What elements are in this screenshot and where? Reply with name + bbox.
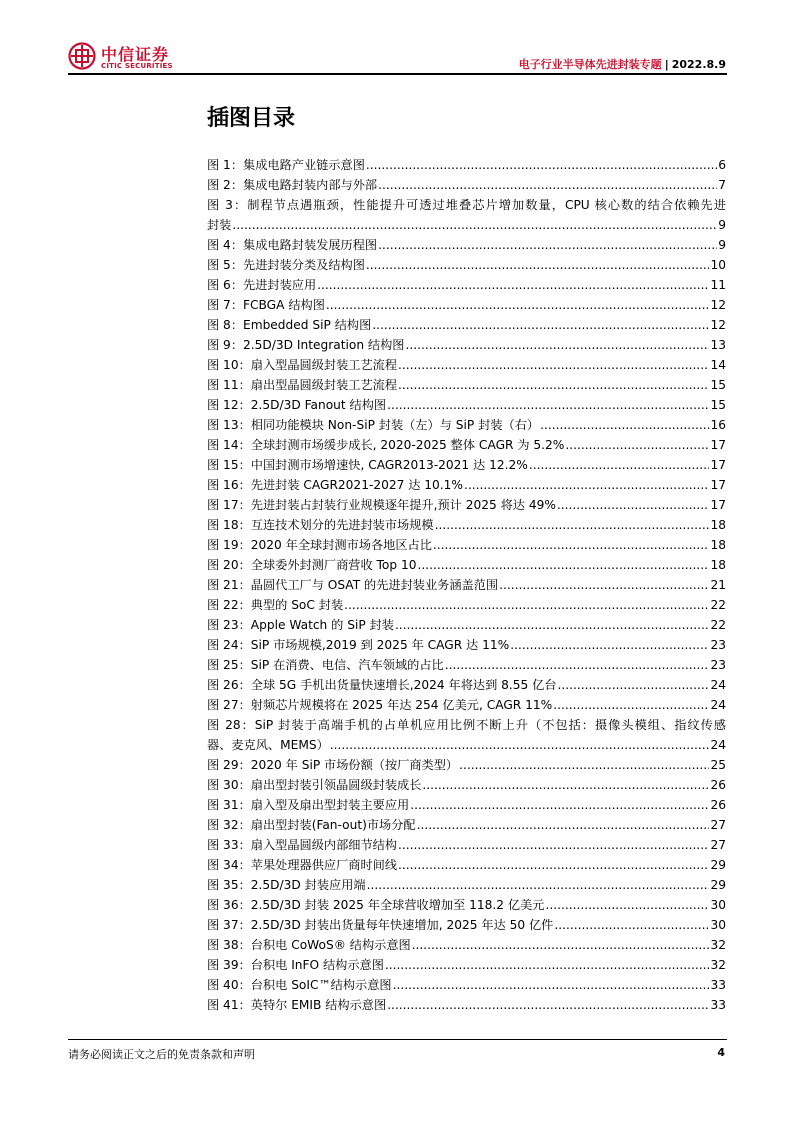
toc-entry-label-line2: 器、麦克风、MEMS） xyxy=(207,738,329,752)
toc-entry[interactable] xyxy=(207,935,726,955)
toc-entry-label: 图 40：台积电 SoIC™结构示意图 xyxy=(207,978,392,992)
toc-entry-label: 图 17：先进封装占封装行业规模逐年提升,预计 2025 将达 49% xyxy=(207,498,556,512)
toc-page-number: 14 xyxy=(710,358,726,372)
header-report-info xyxy=(519,56,726,72)
toc-entry-label: 图 23：Apple Watch 的 SiP 封装 xyxy=(207,618,394,632)
toc-entry[interactable] xyxy=(207,775,726,795)
toc-entry[interactable] xyxy=(207,235,726,255)
toc-leader-dots xyxy=(326,295,710,315)
toc-entry-label: 图 11：扇出型晶圆级封装工艺流程 xyxy=(207,378,398,392)
toc-entry[interactable] xyxy=(207,175,726,195)
toc-entry-label: 图 30：扇出型封装引领晶圆级封装成长 xyxy=(207,778,422,792)
toc-entry-label: 图 16：先进封装 CAGR2021-2027 达 10.1% xyxy=(207,478,464,492)
toc-entry-label: 图 13：相同功能模块 Non-SiP 封装（左）与 SiP 封装（右） xyxy=(207,418,540,432)
toc-leader-dots xyxy=(387,995,709,1015)
toc-page-number: 17 xyxy=(710,458,726,472)
toc-page-number: 10 xyxy=(710,258,726,272)
citic-logo xyxy=(68,42,178,72)
toc-page-number: 27 xyxy=(710,818,726,832)
toc-page-number: 24 xyxy=(710,698,726,712)
toc-entry[interactable] xyxy=(207,295,726,315)
toc-page-number: 18 xyxy=(710,558,726,572)
toc-entry-label: 图 35：2.5D/3D 封装应用端 xyxy=(207,878,366,892)
toc-entry[interactable] xyxy=(207,675,726,695)
toc-entry[interactable] xyxy=(207,695,726,715)
toc-page-number: 12 xyxy=(710,318,726,332)
toc-leader-dots xyxy=(410,795,709,815)
toc-leader-dots xyxy=(372,315,709,335)
toc-leader-dots xyxy=(554,915,709,935)
toc-entry-label: 图 19：2020 年全球封测市场各地区占比 xyxy=(207,538,432,552)
toc-entry[interactable] xyxy=(207,575,726,595)
toc-entry[interactable] xyxy=(207,715,726,755)
toc-entry-label: 图 36：2.5D/3D 封装 2025 年全球营收增加至 118.2 亿美元 xyxy=(207,898,545,912)
toc-entry-label: 图 34：苹果处理器供应厂商时间线 xyxy=(207,858,398,872)
toc-entry-label: 图 10：扇入型晶圆级封装工艺流程 xyxy=(207,358,398,372)
toc-leader-dots xyxy=(398,375,709,395)
toc-leader-dots xyxy=(417,555,709,575)
toc-entry-label: 图 20：全球委外封测厂商营收 Top 10 xyxy=(207,558,417,572)
toc-entry-label: 图 37：2.5D/3D 封装出货量每年快速增加, 2025 年达 50 亿件 xyxy=(207,918,554,932)
toc-page-number: 9 xyxy=(718,238,726,252)
toc-entry-label: 图 1：集成电路产业链示意图 xyxy=(207,158,365,172)
toc-entry[interactable] xyxy=(207,835,726,855)
toc-entry[interactable] xyxy=(207,655,726,675)
footer-divider xyxy=(68,1039,727,1040)
toc-page-number: 29 xyxy=(710,858,726,872)
toc-entry[interactable] xyxy=(207,975,726,995)
toc-page-number: 30 xyxy=(710,918,726,932)
toc-page-number: 32 xyxy=(710,958,726,972)
toc-entry[interactable] xyxy=(207,255,726,275)
toc-entry-label: 图 26：全球 5G 手机出货量快速增长,2024 年将达到 8.55 亿台 xyxy=(207,678,557,692)
toc-entry-label: 图 27：射频芯片规模将在 2025 年达 254 亿美元, CAGR 11% xyxy=(207,698,553,712)
logo-english-name: CITIC SECURITIES xyxy=(101,62,173,70)
toc-entry[interactable] xyxy=(207,455,726,475)
toc-leader-dots xyxy=(417,815,710,835)
toc-leader-dots xyxy=(317,275,709,295)
toc-entry[interactable] xyxy=(207,415,726,435)
toc-leader-dots xyxy=(553,695,709,715)
footer-page-number: 4 xyxy=(717,1046,725,1059)
toc-entry-label: 图 21：晶圆代工厂与 OSAT 的先进封装业务涵盖范围 xyxy=(207,578,499,592)
toc-entry[interactable] xyxy=(207,615,726,635)
toc-page-number: 33 xyxy=(710,978,726,992)
toc-entry-line2 xyxy=(207,735,726,755)
toc-entry-label: 图 7：FCBGA 结构图 xyxy=(207,298,325,312)
toc-entry-label: 图 9：2.5D/3D Integration 结构图 xyxy=(207,338,405,352)
figure-table-of-contents xyxy=(207,155,726,1015)
toc-entry[interactable] xyxy=(207,875,726,895)
toc-entry[interactable] xyxy=(207,395,726,415)
toc-leader-dots xyxy=(499,575,709,595)
toc-entry-label: 图 29：2020 年 SiP 市场份额（按厂商类型） xyxy=(207,758,459,772)
toc-entry[interactable] xyxy=(207,275,726,295)
toc-entry[interactable] xyxy=(207,595,726,615)
toc-leader-dots xyxy=(422,775,709,795)
report-date: 2022.8.9 xyxy=(671,58,726,71)
toc-entry-label: 图 18：互连技术划分的先进封装市场规模 xyxy=(207,518,434,532)
toc-page-number: 30 xyxy=(710,898,726,912)
toc-leader-dots xyxy=(366,155,717,175)
toc-leader-dots xyxy=(510,635,709,655)
toc-entry[interactable] xyxy=(207,155,726,175)
toc-leader-dots xyxy=(433,535,710,555)
footer-disclaimer: 请务必阅读正文之后的免责条款和声明 xyxy=(68,1048,255,1061)
toc-entry-label: 图 4：集成电路封装发展历程图 xyxy=(207,238,378,252)
toc-entry-label-line2: 封装 xyxy=(207,218,232,232)
page-header xyxy=(0,0,793,80)
toc-entry[interactable] xyxy=(207,335,726,355)
toc-entry[interactable] xyxy=(207,315,726,335)
header-separator: | xyxy=(664,58,669,71)
toc-entry-label: 图 6：先进封装应用 xyxy=(207,278,317,292)
header-divider xyxy=(68,73,727,75)
toc-leader-dots xyxy=(557,495,710,515)
toc-leader-dots xyxy=(344,595,709,615)
toc-entry-label-line1: 图 3：制程节点遇瓶颈，性能提升可透过堆叠芯片增加数量，CPU 核心数的结合依赖先进 xyxy=(207,198,726,212)
report-title: 电子行业半导体先进封装专题 xyxy=(518,58,662,71)
logo-chinese-name: 中信证券 xyxy=(101,45,170,64)
toc-leader-dots xyxy=(398,855,709,875)
toc-page-number: 17 xyxy=(710,478,726,492)
toc-leader-dots xyxy=(395,615,710,635)
toc-entry-label: 图 12：2.5D/3D Fanout 结构图 xyxy=(207,398,387,412)
toc-leader-dots xyxy=(387,395,709,415)
toc-page-number: 18 xyxy=(710,538,726,552)
toc-entry-label: 图 5：先进封装分类及结构图 xyxy=(207,258,365,272)
toc-entry-label: 图 14：全球封测市场缓步成长, 2020-2025 整体 CAGR 为 5.2% xyxy=(207,438,565,452)
toc-entry-label-line1: 图 28：SiP 封装于高端手机的占单机应用比例不断上升（不包括：摄像头模组、指纹传感 xyxy=(207,718,726,732)
citic-logo-icon xyxy=(68,42,96,70)
toc-leader-dots xyxy=(330,735,710,755)
toc-entry[interactable] xyxy=(207,375,726,395)
toc-entry-label: 图 38：台积电 CoWoS® 结构示意图 xyxy=(207,938,411,952)
toc-entry-label: 图 33：扇入型晶圆级内部细节结构 xyxy=(207,838,398,852)
toc-entry[interactable] xyxy=(207,355,726,375)
toc-leader-dots xyxy=(366,255,710,275)
toc-entry[interactable] xyxy=(207,195,726,235)
toc-entry[interactable] xyxy=(207,535,726,555)
toc-entry-label: 图 39：台积电 InFO 结构示意图 xyxy=(207,958,384,972)
toc-page-number: 23 xyxy=(710,658,726,672)
toc-page-number: 24 xyxy=(710,738,726,752)
toc-entry-label: 图 32：扇出型封装(Fan-out)市场分配 xyxy=(207,818,416,832)
toc-entry[interactable] xyxy=(207,495,726,515)
toc-page-number: 25 xyxy=(710,758,726,772)
toc-page-number: 6 xyxy=(718,158,726,172)
toc-page-number: 29 xyxy=(710,878,726,892)
toc-page-number: 23 xyxy=(710,638,726,652)
toc-entry-label: 图 22：典型的 SoC 封装 xyxy=(207,598,344,612)
toc-entry-label: 图 24：SiP 市场规模,2019 到 2025 年 CAGR 达 11% xyxy=(207,638,510,652)
toc-leader-dots xyxy=(398,355,709,375)
toc-page-number: 11 xyxy=(710,278,726,292)
toc-page-number: 13 xyxy=(710,338,726,352)
toc-page-number: 24 xyxy=(710,678,726,692)
toc-entry[interactable] xyxy=(207,555,726,575)
toc-leader-dots xyxy=(412,935,710,955)
toc-leader-dots xyxy=(565,435,709,455)
toc-entry[interactable] xyxy=(207,635,726,655)
toc-entry-label: 图 41：英特尔 EMIB 结构示意图 xyxy=(207,998,387,1012)
toc-leader-dots xyxy=(445,655,710,675)
toc-entry[interactable] xyxy=(207,855,726,875)
toc-entry[interactable] xyxy=(207,895,726,915)
toc-entry[interactable] xyxy=(207,435,726,455)
toc-page-number: 26 xyxy=(710,778,726,792)
toc-page-number: 17 xyxy=(710,438,726,452)
toc-leader-dots xyxy=(398,835,709,855)
toc-entry[interactable] xyxy=(207,475,726,495)
toc-page-number: 15 xyxy=(710,378,726,392)
toc-leader-dots xyxy=(367,875,710,895)
toc-leader-dots xyxy=(558,675,710,695)
toc-entry[interactable] xyxy=(207,795,726,815)
toc-entry-label: 图 8：Embedded SiP 结构图 xyxy=(207,318,372,332)
toc-leader-dots xyxy=(378,175,717,195)
toc-entry[interactable] xyxy=(207,515,726,535)
toc-leader-dots xyxy=(529,455,710,475)
toc-page-number: 12 xyxy=(710,298,726,312)
toc-page-number: 9 xyxy=(718,218,726,232)
toc-leader-dots xyxy=(393,975,710,995)
toc-page-number: 17 xyxy=(710,498,726,512)
toc-page-number: 32 xyxy=(710,938,726,952)
page-title: 插图目录 xyxy=(207,106,296,131)
toc-entry[interactable] xyxy=(207,915,726,935)
toc-entry[interactable] xyxy=(207,755,726,775)
toc-entry-label: 图 15：中国封测市场增速快, CAGR2013-2021 达 12.2% xyxy=(207,458,528,472)
toc-page-number: 27 xyxy=(710,838,726,852)
toc-page-number: 26 xyxy=(710,798,726,812)
toc-entry-label: 图 2：集成电路封装内部与外部 xyxy=(207,178,378,192)
toc-page-number: 15 xyxy=(710,398,726,412)
toc-page-number: 33 xyxy=(710,998,726,1012)
toc-leader-dots xyxy=(459,755,709,775)
toc-leader-dots xyxy=(464,475,709,495)
toc-leader-dots xyxy=(405,335,709,355)
toc-entry-label: 图 25：SiP 在消费、电信、汽车领域的占比 xyxy=(207,658,444,672)
toc-page-number: 7 xyxy=(718,178,726,192)
toc-leader-dots xyxy=(232,215,717,235)
toc-entry-line2 xyxy=(207,215,726,235)
toc-leader-dots xyxy=(545,895,709,915)
toc-page-number: 21 xyxy=(710,578,726,592)
toc-entry[interactable] xyxy=(207,995,726,1015)
toc-page-number: 22 xyxy=(710,618,726,632)
toc-leader-dots xyxy=(385,955,710,975)
toc-page-number: 18 xyxy=(710,518,726,532)
toc-entry-label: 图 31：扇入型及扇出型封装主要应用 xyxy=(207,798,410,812)
toc-page-number: 22 xyxy=(710,598,726,612)
toc-leader-dots xyxy=(378,235,717,255)
toc-leader-dots xyxy=(435,515,710,535)
toc-entry[interactable] xyxy=(207,955,726,975)
toc-leader-dots xyxy=(540,415,709,435)
toc-page-number: 16 xyxy=(710,418,726,432)
toc-entry[interactable] xyxy=(207,815,726,835)
